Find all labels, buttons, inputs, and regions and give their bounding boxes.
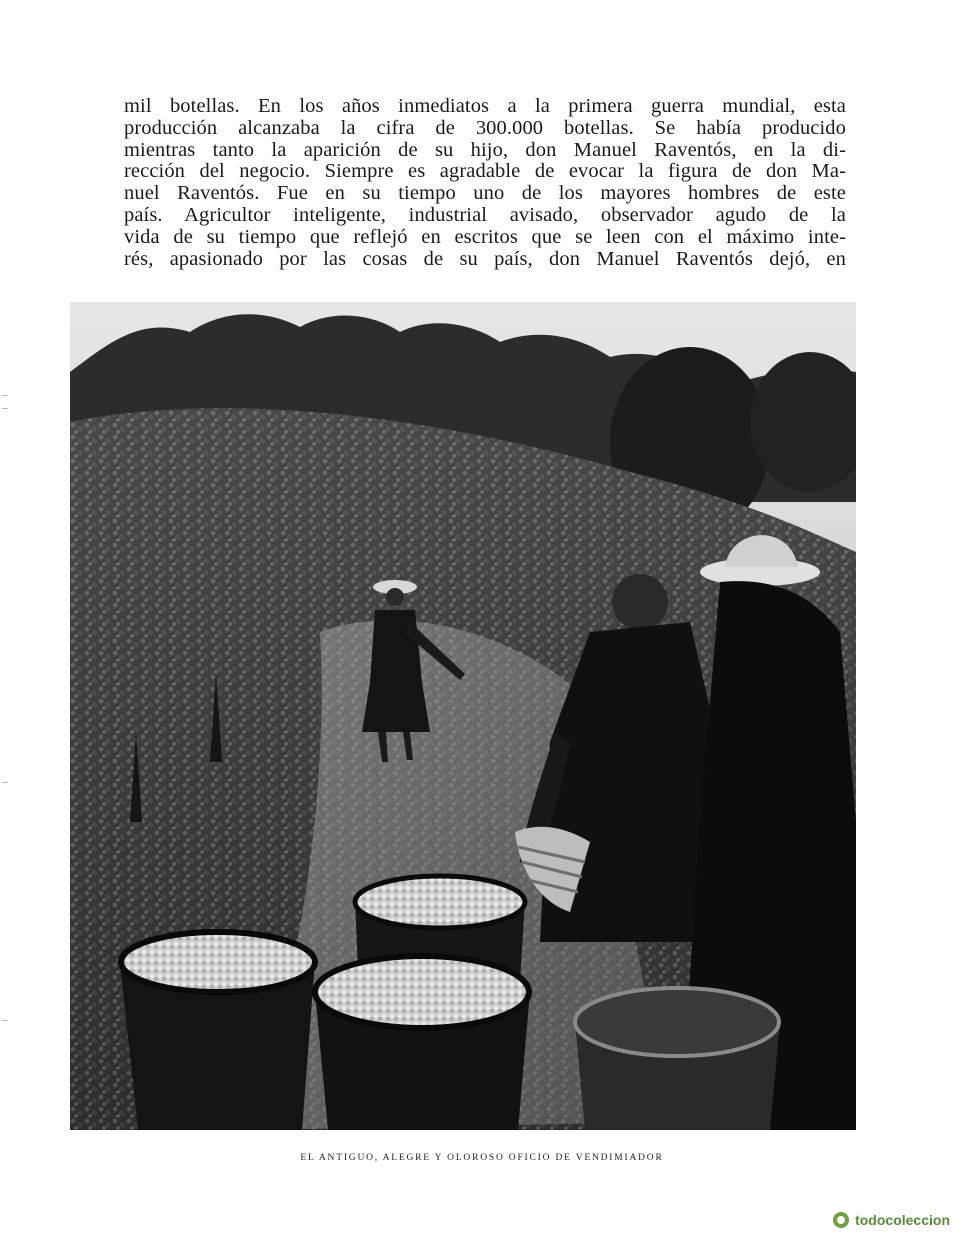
- scan-mark: [2, 395, 8, 396]
- harvest-photograph: [70, 302, 856, 1130]
- text-line: mil botellas. En los años inmediatos a la primera guerra mundial, esta: [124, 95, 846, 117]
- text-line: nuel Raventós. Fue en su tiempo uno de los mayores hombres de este: [124, 182, 846, 205]
- text-line: producción alcanzaba la cifra de 300.000 botellas. Se había producido: [124, 116, 846, 139]
- photo-illustration: [70, 302, 856, 1130]
- text-line: país. Agricultor inteligente, industrial avisado, observador agudo de la: [124, 203, 846, 226]
- grape-tub: [315, 956, 530, 1130]
- scan-mark: [2, 782, 8, 783]
- text-line: vida de su tiempo que reflejó en escritos que se leen con el máximo inte-: [124, 225, 846, 248]
- watermark-logo-icon: [833, 1212, 849, 1228]
- photo-caption: EL ANTIGUO, ALEGRE Y OLOROSO OFICIO DE VENDIMIADOR: [300, 1153, 664, 1163]
- text-line: mientras tanto la aparición de su hijo, don Manuel Raventós, en la di-: [124, 138, 846, 161]
- scan-mark: [2, 1020, 8, 1021]
- body-text: [124, 96, 846, 270]
- text-line: rés, apasionado por las cosas de su país, don Manuel Raventós dejó, en: [124, 247, 846, 270]
- text-line: rección del negocio. Siempre es agradable de evocar la figura de don Ma-: [124, 160, 846, 183]
- grape-tub: [120, 932, 315, 1130]
- scan-mark: [2, 408, 8, 409]
- grape-tub: [575, 988, 780, 1130]
- watermark: [833, 1212, 950, 1228]
- watermark-text: todocoleccion: [855, 1212, 950, 1228]
